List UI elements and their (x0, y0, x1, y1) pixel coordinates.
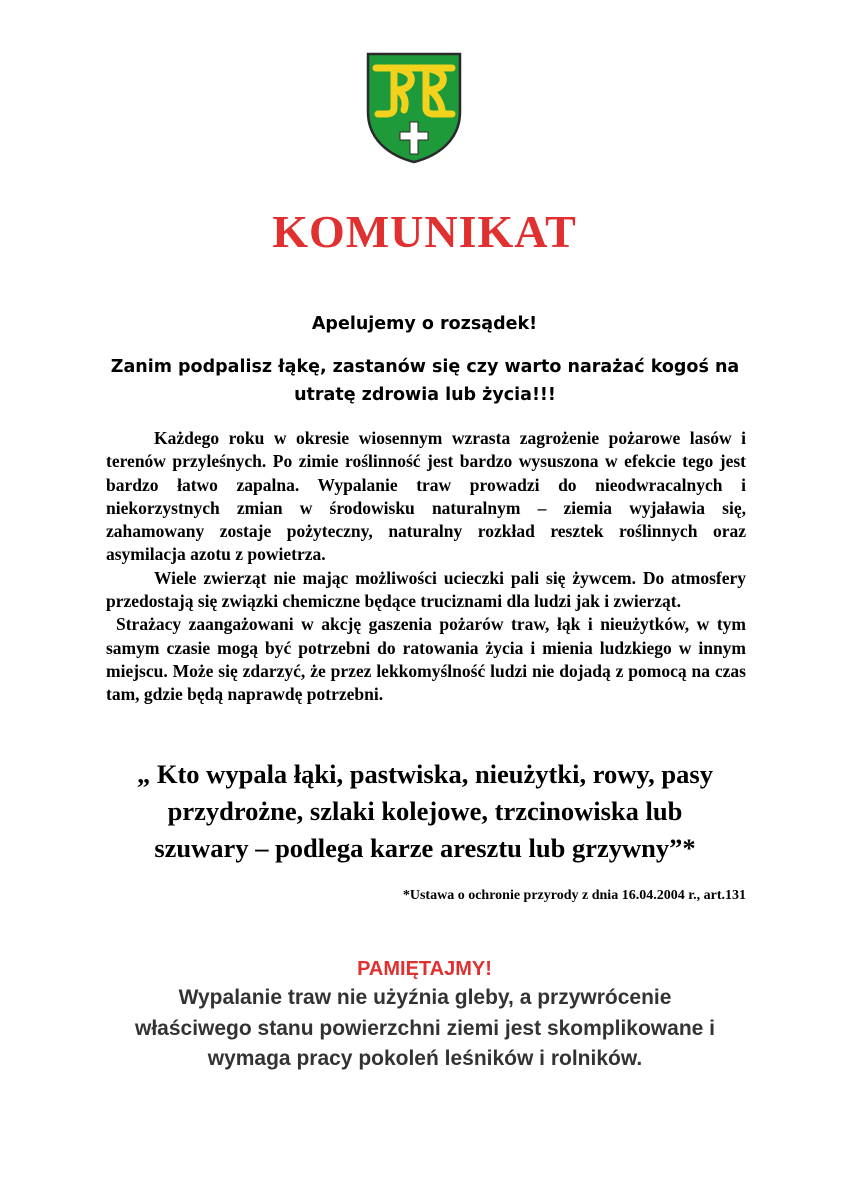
body-paragraph: Wiele zwierząt nie mając możliwości ucieczki pali się żywcem. Do atmosfery przedostają się związki chemiczne będące truciznami dla ludzi jak i zwierząt. (106, 567, 746, 612)
body-paragraph: Strażacy zaangażowani w akcję gaszenia pożarów traw, łąk i nieużytków, w tym samym czasie mogą być potrzebni do ratowania życia i mienia ludzkiego w innym miejscu. Może się zdarzyć, że przez lekkomyślność ludzi nie dojadą z pomocą na czas tam, gdzie będą naprawdę potrzebni. (106, 614, 746, 705)
page-title: KOMUNIKAT (272, 206, 577, 257)
closing-statement (90, 983, 760, 1075)
remember-heading: PAMIĘTAJMY! (357, 958, 492, 980)
body-text (106, 427, 746, 707)
appeal-heading: Apelujemy o rozsądek! (311, 314, 538, 334)
body-paragraph: Każdego roku w okresie wiosennym wzrasta zagrożenie pożarowe lasów i terenów przyleśnych. Po zimie roślinność jest bardzo wysuszona w efekcie tego jest bardzo łatwo zapalna. Wypalanie traw prowadzi do nieodwracalnych i niekorzystnych zmian w środowisku naturalnym – ziemia wyjaławia się, zahamowany zostaje pożyteczny, naturalny rozkład resztek roślinnych oraz asymilacja azotu z powietrza. (106, 428, 746, 565)
coat-of-arms-icon (364, 50, 464, 166)
quote-line: szuwary – podlega karze aresztu lub grzywny”* (154, 833, 696, 863)
quote-line: „ Kto wypala łąki, pastwiska, nieużytki, rowy, pasy (137, 759, 713, 789)
quote-line: przydrożne, szlaki kolejowe, trzcinowiska lub (167, 796, 683, 826)
closing-line: wymaga pracy pokoleń leśników i rolników. (207, 1047, 643, 1070)
warning-heading (110, 353, 740, 409)
warning-line: Zanim podpalisz łąkę, zastanów się czy warto narażać kogoś na (110, 357, 740, 377)
closing-line: Wypalanie traw nie użyźnia gleby, a przywrócenie (178, 986, 672, 1009)
closing-line: właściwego stanu powierzchni ziemi jest skomplikowane i (135, 1016, 715, 1040)
footnote: *Ustawa o ochronie przyrody z dnia 16.04.2004 r., art.131 (402, 888, 746, 903)
law-quote (90, 756, 760, 867)
warning-line: utratę zdrowia lub życia!!! (294, 385, 556, 405)
